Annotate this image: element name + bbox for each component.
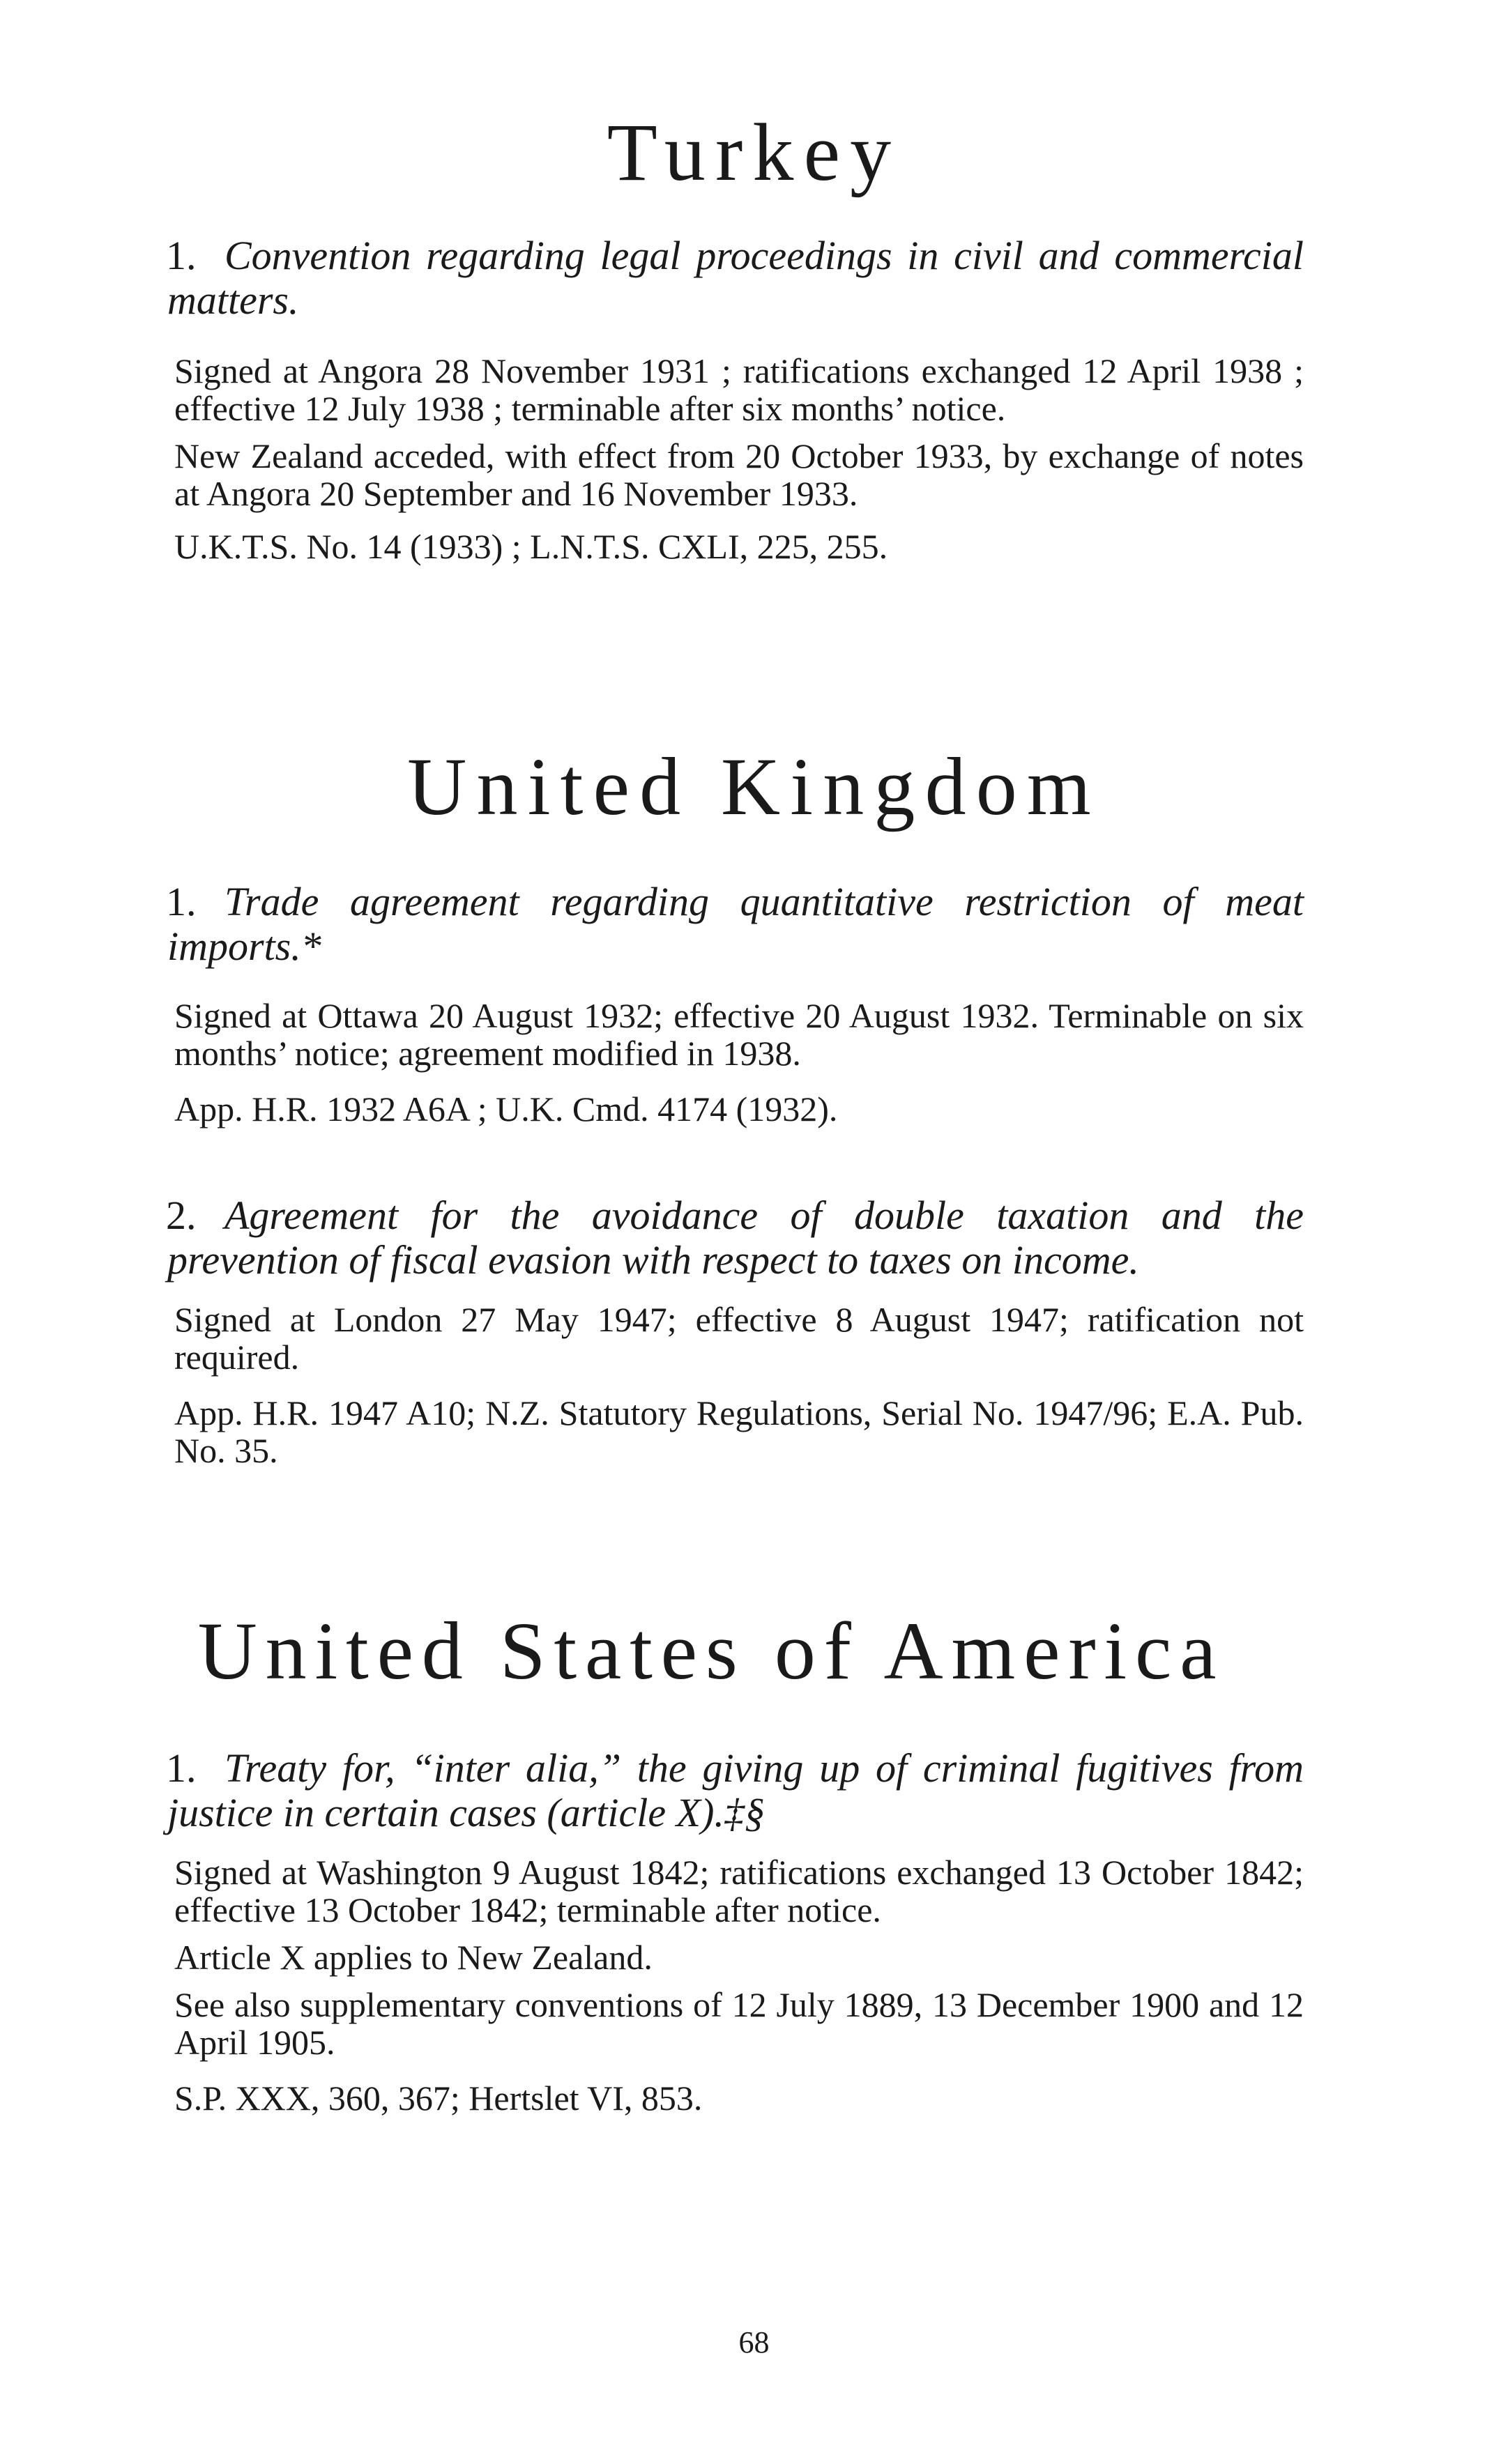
entry-citation: S.P. XXX, 360, 367; Hertslet VI, 853. (174, 2079, 703, 2118)
entry-paragraph: New Zealand acceded, with effect from 20 October 1933, by exchange of notes at Angora 20 September and 16 November 1933. (174, 436, 1304, 513)
entry-paragraph: Signed at Ottawa 20 August 1932; effective 20 August 1932. Terminable on six months’ notice; agreement modified in 1938. (174, 996, 1304, 1073)
entry-heading-text: Trade agreement regarding quantitative restriction of meat imports.* (167, 879, 1304, 969)
section-title-turkey: Turkey (607, 107, 901, 198)
entry-citation: App. H.R. 1932 A6A ; U.K. Cmd. 4174 (1932). (174, 1089, 838, 1128)
entry-paragraph: Article X applies to New Zealand. (174, 1938, 653, 1977)
entry-paragraph: Signed at London 27 May 1947; effective 8 August 1947; ratification not required. (174, 1300, 1304, 1377)
entry-heading-text: Convention regarding legal proceedings in civil and commercial matters. (167, 233, 1304, 323)
entry-number: 1. (166, 1745, 197, 1791)
entry-citation: App. H.R. 1947 A10; N.Z. Statutory Regulations, Serial No. 1947/96; E.A. Pub. No. 35. (174, 1393, 1304, 1470)
entry-number: 1. (166, 233, 197, 278)
entry-uk-1 (167, 880, 1304, 1128)
entry-paragraph: Signed at Angora 28 November 1931 ; ratifications exchanged 12 April 1938 ; effective 12 July 1938 ; terminable after six months’ notice. (174, 351, 1304, 428)
entry-heading (167, 880, 1304, 969)
entry-paragraph: Signed at Washington 9 August 1842; ratifications exchanged 13 October 1842; effective 13 October 1842; terminable after notice. (174, 1853, 1304, 1929)
page-number: 68 (738, 2325, 770, 2359)
entry-citation: U.K.T.S. No. 14 (1933) ; L.N.T.S. CXLI, 225, 255. (174, 527, 888, 566)
entry-turkey-1 (167, 234, 1304, 565)
entry-uk-2 (167, 1193, 1304, 1469)
entry-heading (167, 234, 1304, 323)
section-title-united-kingdom: United Kingdom (407, 741, 1101, 832)
entry-heading-text: Treaty for, “inter alia,” the giving up of criminal fugitives from justice in certain cases (article X).‡§ (167, 1745, 1304, 1835)
entry-paragraph: See also supplementary conventions of 12 July 1889, 13 December 1900 and 12 April 1905. (174, 1985, 1304, 2062)
entry-usa-1 (167, 1746, 1304, 2117)
entry-number: 2. (166, 1193, 197, 1238)
section-title-united-states: United States of America (197, 1605, 1225, 1697)
entry-heading (167, 1746, 1304, 1835)
entry-number: 1. (166, 879, 197, 924)
entry-heading (167, 1193, 1304, 1283)
entry-heading-text: Agreement for the avoidance of double taxation and the prevention of fiscal evasion with respect to taxes on income. (167, 1193, 1304, 1283)
